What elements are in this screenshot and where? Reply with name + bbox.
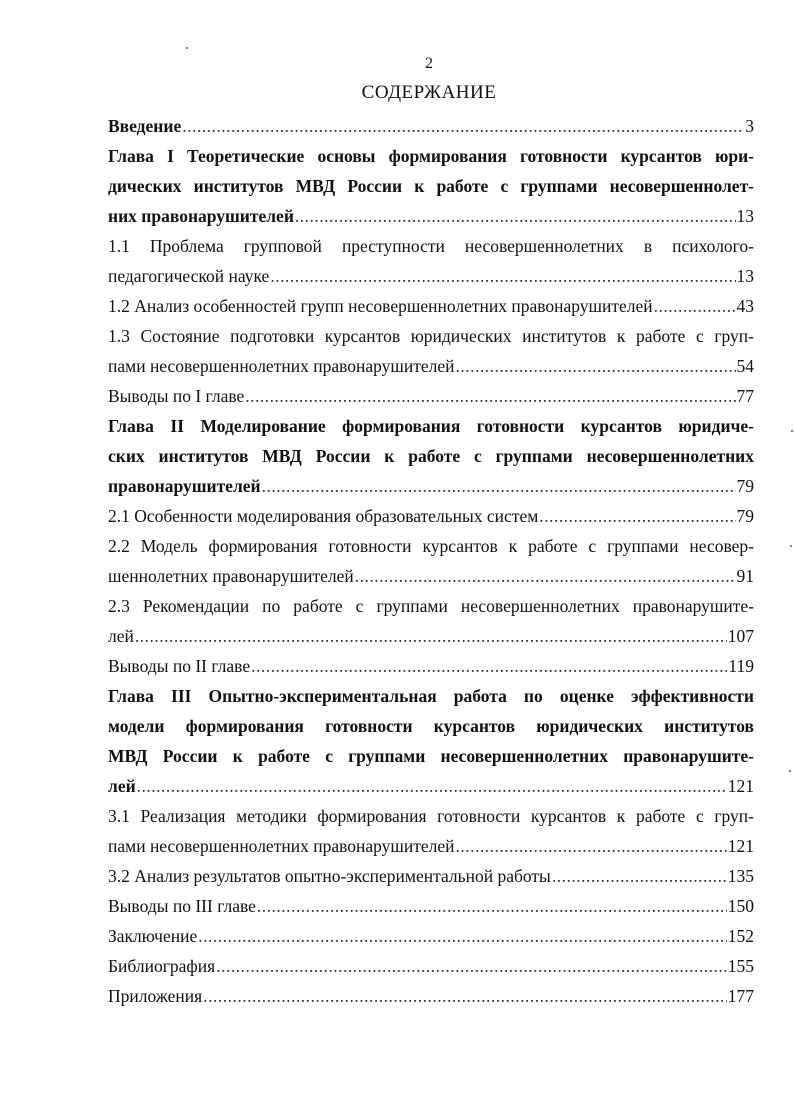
toc-chapter-entry bbox=[108, 141, 754, 231]
toc-entry-title: Выводы по II главе bbox=[108, 656, 251, 676]
toc-entry-title: 2.1 Особенности моделирования образовательных систем bbox=[108, 506, 539, 526]
dot-leader bbox=[135, 621, 727, 651]
dot-leader bbox=[216, 951, 727, 981]
dot-leader bbox=[251, 651, 727, 681]
toc-entry-line: 2.3 Рекомендации по работе с группами несовершеннолетних правонарушите- bbox=[108, 596, 754, 616]
toc-page-number: 13 bbox=[736, 266, 754, 286]
toc-entry-title: педагогической науке bbox=[108, 266, 270, 286]
dot-leader bbox=[137, 771, 727, 801]
toc-entry bbox=[108, 921, 754, 951]
toc-entry bbox=[108, 861, 754, 891]
toc-entry-title: правонарушителей bbox=[108, 476, 261, 496]
toc-entry-title: пами несовершеннолетних правонарушителей bbox=[108, 836, 455, 856]
toc-page-number: 3 bbox=[745, 116, 754, 136]
dot-leader bbox=[257, 891, 727, 921]
toc-entry-title: 3.2 Анализ результатов опытно-экспериментальной работы bbox=[108, 866, 551, 886]
toc-entry-final-line bbox=[108, 111, 754, 141]
toc-entry-line: модели формирования готовности курсантов юридических институтов bbox=[108, 716, 754, 736]
toc-page-number: 54 bbox=[736, 356, 754, 376]
toc-entry-line: 2.2 Модель формирования готовности курсантов к работе с группами несовер- bbox=[108, 536, 754, 556]
toc-entry-final-line bbox=[108, 981, 754, 1011]
toc-entry-title: шеннолетних правонарушителей bbox=[108, 566, 354, 586]
toc-entry-line: Глава III Опытно-экспериментальная работа по оценке эффективности bbox=[108, 686, 754, 706]
toc-entry bbox=[108, 321, 754, 381]
toc-entry-final-line bbox=[108, 381, 754, 411]
toc-entry-line: Глава II Моделирование формирования готовности курсантов юридиче- bbox=[108, 416, 754, 436]
toc-entry bbox=[108, 981, 754, 1011]
toc-entry-final-line bbox=[108, 651, 754, 681]
toc-page-number: 91 bbox=[736, 566, 754, 586]
toc-entry-final-line bbox=[108, 771, 754, 801]
page-number: 2 bbox=[425, 55, 433, 72]
toc-entry-line: ских институтов МВД России к работе с группами несовершеннолетних bbox=[108, 446, 754, 466]
toc-entry bbox=[108, 591, 754, 651]
toc-entry-final-line bbox=[108, 471, 754, 501]
toc-entry-line: МВД России к работе с группами несовершеннолетних правонарушите- bbox=[108, 746, 754, 766]
toc-entry-title: них правонарушителей bbox=[108, 206, 294, 226]
toc-entry-final-line bbox=[108, 561, 754, 591]
toc-page-number: 135 bbox=[727, 866, 754, 886]
toc-page-number: 121 bbox=[727, 776, 754, 796]
toc-entry-final-line bbox=[108, 891, 754, 921]
dot-leader bbox=[654, 291, 736, 321]
toc-entry-title: Введение bbox=[108, 116, 182, 136]
dot-leader bbox=[198, 921, 727, 951]
toc-page-number: 79 bbox=[736, 506, 754, 526]
dot-leader bbox=[262, 471, 736, 501]
dot-leader bbox=[295, 201, 736, 231]
toc-entry bbox=[108, 801, 754, 861]
toc-entry bbox=[108, 291, 754, 321]
toc-entry-title: Выводы по III главе bbox=[108, 896, 256, 916]
toc-chapter-entry bbox=[108, 681, 754, 801]
page-title: СОДЕРЖАНИЕ bbox=[361, 82, 497, 103]
dot-leader bbox=[245, 381, 735, 411]
toc-entry-line: 1.1 Проблема групповой преступности несовершеннолетних в психолого- bbox=[108, 236, 754, 256]
table-of-contents bbox=[108, 111, 754, 1011]
toc-entry-title: лей bbox=[108, 626, 134, 646]
toc-entry bbox=[108, 231, 754, 291]
scan-speck bbox=[790, 545, 792, 547]
toc-chapter-entry bbox=[108, 411, 754, 501]
toc-entry-title: Приложения bbox=[108, 986, 203, 1006]
dot-leader bbox=[456, 831, 727, 861]
toc-page-number: 43 bbox=[736, 296, 754, 316]
toc-page-number: 13 bbox=[736, 206, 754, 226]
toc-page-number: 119 bbox=[728, 656, 754, 676]
toc-entry-final-line bbox=[108, 261, 754, 291]
toc-entry bbox=[108, 501, 754, 531]
toc-entry-final-line bbox=[108, 201, 754, 231]
toc-entry-title: пами несовершеннолетних правонарушителей bbox=[108, 356, 455, 376]
toc-page-number: 152 bbox=[727, 926, 754, 946]
dot-leader bbox=[552, 861, 727, 891]
toc-page-number: 177 bbox=[727, 986, 754, 1006]
toc-entry bbox=[108, 651, 754, 681]
scan-speck bbox=[186, 47, 188, 49]
toc-chapter-entry bbox=[108, 111, 754, 141]
dot-leader bbox=[539, 501, 735, 531]
toc-entry-line: 1.3 Состояние подготовки курсантов юридических институтов к работе с груп- bbox=[108, 326, 754, 346]
toc-entry-final-line bbox=[108, 621, 754, 651]
toc-entry-final-line bbox=[108, 921, 754, 951]
toc-entry-title: Заключение bbox=[108, 926, 198, 946]
toc-entry-final-line bbox=[108, 501, 754, 531]
toc-entry bbox=[108, 381, 754, 411]
toc-entry-final-line bbox=[108, 291, 754, 321]
toc-entry-line: 3.1 Реализация методики формирования готовности курсантов к работе с груп- bbox=[108, 806, 754, 826]
toc-page-number: 107 bbox=[727, 626, 754, 646]
toc-page-number: 121 bbox=[727, 836, 754, 856]
toc-entry-final-line bbox=[108, 831, 754, 861]
toc-entry-title: лей bbox=[108, 776, 136, 796]
toc-entry-line: Глава I Теоретические основы формирования готовности курсантов юри- bbox=[108, 146, 754, 166]
toc-entry-title: Библиография bbox=[108, 956, 216, 976]
toc-entry bbox=[108, 951, 754, 981]
dot-leader bbox=[355, 561, 736, 591]
toc-page-number: 77 bbox=[736, 386, 754, 406]
toc-entry-title: Выводы по I главе bbox=[108, 386, 245, 406]
dot-leader bbox=[456, 351, 736, 381]
toc-page-number: 79 bbox=[736, 476, 754, 496]
toc-entry bbox=[108, 531, 754, 591]
scan-speck bbox=[789, 770, 791, 772]
toc-page-number: 155 bbox=[727, 956, 754, 976]
toc-entry-final-line bbox=[108, 351, 754, 381]
scan-speck bbox=[791, 430, 793, 432]
toc-entry-title: 1.2 Анализ особенностей групп несовершеннолетних правонарушителей bbox=[108, 296, 653, 316]
toc-page-number: 150 bbox=[727, 896, 754, 916]
toc-entry-line: дических институтов МВД России к работе с группами несовершеннолет- bbox=[108, 176, 754, 196]
dot-leader bbox=[270, 261, 735, 291]
toc-entry bbox=[108, 891, 754, 921]
toc-entry-final-line bbox=[108, 861, 754, 891]
dot-leader bbox=[203, 981, 727, 1011]
dot-leader bbox=[182, 111, 744, 141]
toc-entry-final-line bbox=[108, 951, 754, 981]
